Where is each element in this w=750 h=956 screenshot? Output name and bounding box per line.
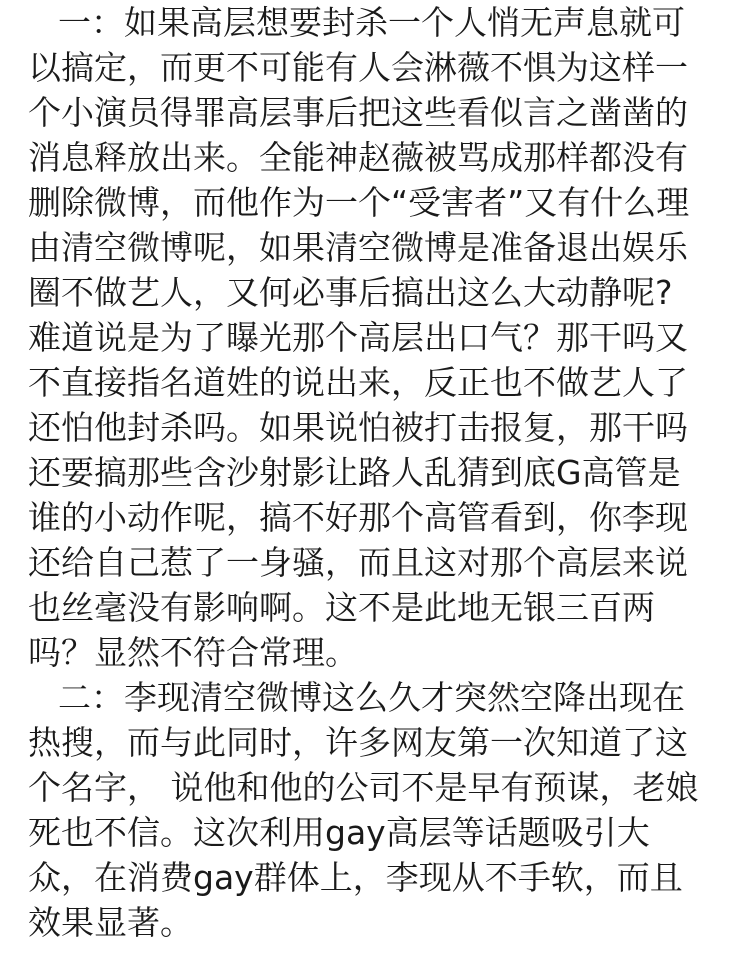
text-line: 效果显著。 [28, 903, 193, 942]
text-line: 以搞定，而更不可能有人会淋薇不惧为这样一 [28, 48, 688, 87]
text-line: 由清空微博呢，如果清空微博是准备退出娱乐 [28, 228, 688, 267]
text-line: 死也不信。这次利用gay高层等话题吸引大 [28, 813, 650, 852]
text-line: 圈不做艺人，又何必事后搞出这么大动静呢? [28, 273, 673, 312]
text-line: 谁的小动作呢，搞不好那个高管看到，你李现 [28, 498, 688, 537]
text-line: 二：李现清空微博这么久才突然空降出现在 [58, 678, 685, 717]
text-line: 不直接指名道姓的说出来，反正也不做艺人了 [28, 363, 688, 402]
text-line: 个名字， 说他和他的公司不是早有预谋，老娘 [28, 768, 699, 807]
text-line: 删除微博，而他作为一个“受害者”又有什么理 [28, 183, 690, 222]
text-line: 还要搞那些含沙射影让路人乱猜到底G高管是 [28, 453, 681, 492]
text-line: 个小演员得罪高层事后把这些看似言之凿凿的 [28, 93, 688, 132]
text-line: 消息释放出来。全能神赵薇被骂成那样都没有 [28, 138, 688, 177]
text-line: 众，在消费gay群体上，李现从不手软，而且 [28, 858, 683, 897]
text-line: 热搜，而与此同时，许多网友第一次知道了这 [28, 723, 688, 762]
text-line: 难道说是为了曝光那个高层出口气？那干吗又 [28, 318, 688, 357]
text-line: 吗？显然不符合常理。 [28, 633, 358, 672]
text-line: 还给自己惹了一身骚，而且这对那个高层来说 [28, 543, 688, 582]
text-line: 也丝毫没有影响啊。这不是此地无银三百两 [28, 588, 655, 627]
text-line: 还怕他封杀吗。如果说怕被打击报复，那干吗 [28, 408, 688, 447]
text-line: 一：如果高层想要封杀一个人悄无声息就可 [58, 3, 685, 42]
